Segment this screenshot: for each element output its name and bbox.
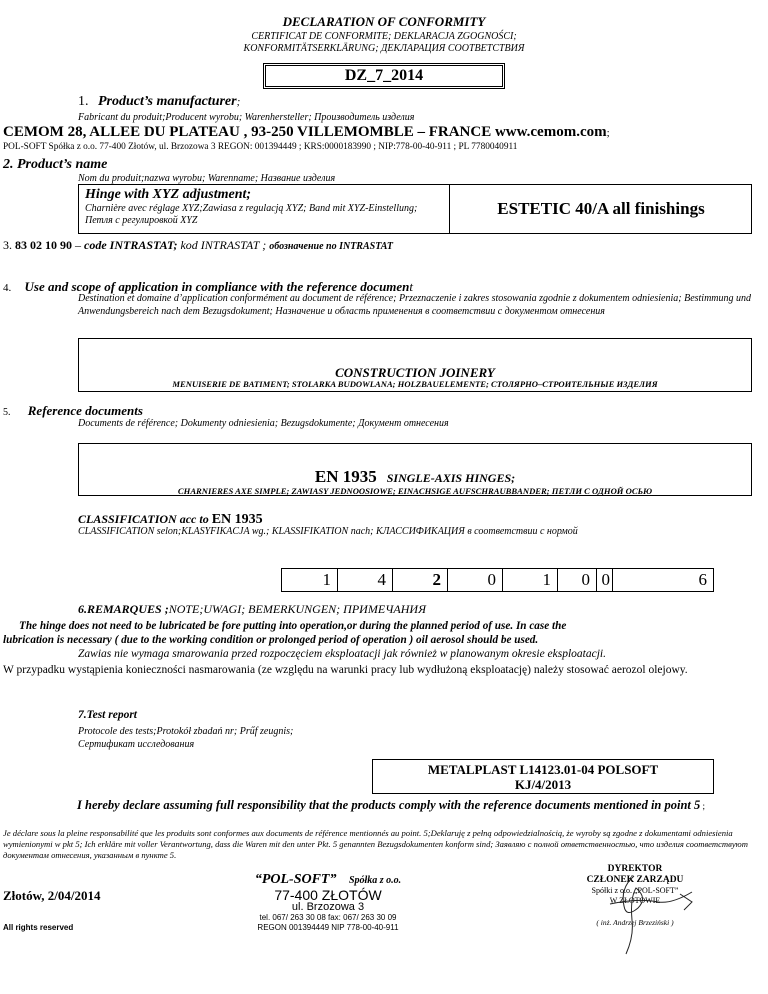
classification-standard: EN 1935 [211, 512, 263, 527]
test-report-box [372, 759, 714, 794]
classification-digit: 6 [612, 569, 713, 591]
standard-translations: CHARNIERES AXE SIMPLE; ZAWIASY JEDNOOSIOWE; EINACHSIGE AUFSCHRAUBBANDER; ПЕТЛИ С ОДНОЙ ОСЬЮ [177, 486, 653, 496]
section-3-intrastat [3, 238, 393, 253]
scope-box [78, 338, 752, 392]
standard-number: EN 1935 [314, 467, 377, 486]
stamp-city: 77-400 ZŁOTÓW [274, 887, 382, 903]
section-number: 1. [78, 94, 89, 109]
scope-translations: Destination et domaine d’application conformément au document de référence; Przeznaczenie i zakres stosowania zgodnie z dokumentem odniesienia; Bestimmung und Anwendungsbereich nach dem Bezugsdokument; Назначение и область применения в соответствии с документом отнесения [78, 293, 752, 317]
section-title-end: t [409, 279, 414, 294]
board-title: CZŁONEK ZARZĄDU [586, 875, 684, 885]
manufacturer-address [3, 124, 610, 141]
hinge-translations: Charnière avec réglage XYZ;Zawiasa z regulacją XYZ; Band mit XYZ-Einstellung; Петля с регулировкой XYZ [85, 203, 418, 226]
company-stamp [248, 870, 408, 932]
director-city: W ZŁOTOWIE [609, 896, 661, 905]
signature-image [580, 858, 720, 958]
director-title: DYREKTOR [607, 864, 663, 874]
test-report-line: KJ/4/2013 [514, 777, 572, 792]
section-1-heading [78, 94, 240, 110]
section-title: Use and scope of application in compliance with the reference documen [24, 279, 410, 294]
rights-notice: All rights reserved [3, 923, 74, 932]
standard-name: SINGLE-AXIS HINGES; [386, 471, 516, 485]
manufacturer-translations: Fabricant du produit;Producent wyrobu; Warenhersteller; Производитель изделия [78, 112, 415, 123]
reference-standard-box [78, 443, 752, 496]
document-subtitle: KONFORMITÄTSERKLÄRUNG; ДЕКЛАРАЦИЯ СООТВЕТСТВИЯ [243, 43, 525, 54]
classification-digit: 0 [557, 569, 596, 591]
document-number: DZ_7_2014 [344, 67, 424, 84]
section-7-heading: 7.Test report [78, 709, 137, 721]
product-name-translations: Nom du produit;nazwa wyrobu; Warenname; Название изделия [78, 173, 336, 184]
section-number: 4. [3, 282, 12, 294]
polsoft-info: POL-SOFT Spółka z o.o. 77-400 Złotów, ul. Brzozowa 3 REGON: 001394449 ; KRS:0000183990 ; NIP:778-00-40-911 ; PL 7780040911 [3, 142, 518, 152]
classification-label: CLASSIFICATION acc to [78, 512, 212, 526]
section-translations: NOTE;UWAGI; BEMERKUNGEN; ПРИМЕЧАНИЯ [168, 602, 426, 616]
section-title: 6.REMARQUES ; [78, 602, 169, 616]
section-6-heading [78, 602, 426, 617]
punct: ; [606, 127, 610, 139]
hinge-title: Hinge with XYZ adjustment; [85, 187, 252, 202]
intrastat-label: code INTRASTAT; [84, 238, 178, 252]
stamp-street: ul. Brzozowa 3 [291, 901, 365, 913]
product-name-box [78, 184, 752, 234]
declaration-translations: Je déclare sous la pleine responsabilité que les produits sont conformes aux documents de référence mentionnés au point. 5;Deklaruję z pełną odpowiedzialnością, że wyroby są zgodne z dokumentami odniesienia wymienionymi w pkt 5; Ich erkläre mit voller Verantwortung, dass die Waren mit den unter Pkt. 5 genannten Bezugsdokumenten konform sind; Заявляю с полной ответственностью, что изделия соответствуют документам отнесения, указанным в пункте 5. [3, 828, 748, 860]
document-subtitle: CERTIFICAT DE CONFORMITE; DEKLARACJA ZGOGNOŚCI; [251, 31, 517, 42]
test-report-translations: Сертификат исследования [78, 739, 195, 750]
intrastat-ru: обозначение по INTRASTAT [269, 241, 393, 252]
intrastat-code: 83 02 10 90 [15, 238, 72, 252]
section-number: 5. [3, 407, 11, 418]
section-number: 3. [3, 238, 12, 252]
remark-pl-2: W przypadku wystąpienia konieczności nasmarowania (ze względu na warunki pracy lub wydłużoną eksploatację) należy stosować aerozol olejowy. [3, 664, 688, 676]
section-title: Product’s manufacturer [98, 94, 237, 109]
classification-digit: 2 [392, 569, 447, 591]
standard-line [79, 467, 751, 487]
stamp-phones: tel. 067/ 263 30 08 fax: 067/ 263 30 09 [259, 913, 397, 922]
classification-translations: CLASSIFICATION selon;KLASYFIKACJA wg.; KLASSIFIKATION nach; КЛАССИФИКАЦИЯ в соответствии с нормой [78, 526, 578, 537]
classification-digit: 1 [322, 570, 331, 589]
signatory-name: ( inż. Andrzej Brzeziński ) [596, 918, 674, 927]
stamp-ids: REGON 001394449 NIP 778-00-40-911 [257, 923, 399, 932]
scope-translations: MENUISERIE DE BATIMENT; STOLARKA BUDOWLANA; HOLZBAUELEMENTE; СТОЛЯРНО–СТРОИТЕЛЬНЫЕ ИЗДЕЛИЯ [172, 379, 658, 389]
dash: – [72, 238, 84, 252]
stamp-company-suffix: Spółka z o.o. [348, 875, 402, 886]
document-number-box [263, 63, 505, 89]
classification-digit: 0 [447, 569, 502, 591]
section-title: Reference documents [27, 403, 143, 418]
remark-en-2: lubrication is necessary ( due to the working condition or prolonged period of operation ) oil aerosol should be used. [3, 634, 539, 646]
punct: ; [236, 96, 241, 108]
address-text: CEMOM 28, ALLEE DU PLATEAU , 93-250 VILLEMOMBLE – FRANCE www.cemom.com [3, 124, 607, 140]
section-2-heading: 2. Product’s name [3, 157, 108, 172]
scope-title: CONSTRUCTION JOINERY [335, 365, 495, 380]
remark-en-1: The hinge does not need to be lubricated be fore putting into operation,or during the planned period of use. In case the [19, 620, 567, 632]
punct: ; [700, 801, 706, 811]
director-company: Spółki z o.o. „POL-SOFT” [591, 886, 679, 895]
test-report-translations: Protocole des tests;Protokół zbadań nr; Prűf zeugnis; [78, 726, 294, 737]
place-date: Złotów, 2/04/2014 [3, 888, 101, 903]
remark-pl-1: Zawias nie wymaga smarowania przed rozpoczęciem eksploatacji jak również w planowanym okresie eksploatacji. [78, 648, 606, 660]
classification-digit: 1 [502, 569, 557, 591]
declaration-text: I hereby declare assuming full responsibility that the products comply with the reference documents mentioned in point 5 [77, 798, 701, 812]
declaration-statement [3, 798, 743, 814]
product-name: ESTETIC 40/A all finishings [497, 199, 705, 218]
stamp-company: “POL-SOFT” [254, 872, 337, 887]
section-5-heading [3, 403, 143, 419]
reference-translations: Documents de référence; Dokumenty odniesienia; Bezugsdokumente; Документ отнесения [78, 418, 449, 429]
classification-code-grid [281, 568, 714, 592]
classification-digit: 0 [596, 569, 612, 591]
intrastat-kod: kod INTRASTAT ; [177, 238, 270, 252]
test-report-line: METALPLAST L14123.01-04 POLSOFT [427, 762, 659, 777]
document-title: DECLARATION OF CONFORMITY [282, 14, 486, 29]
classification-digit: 4 [337, 569, 392, 591]
